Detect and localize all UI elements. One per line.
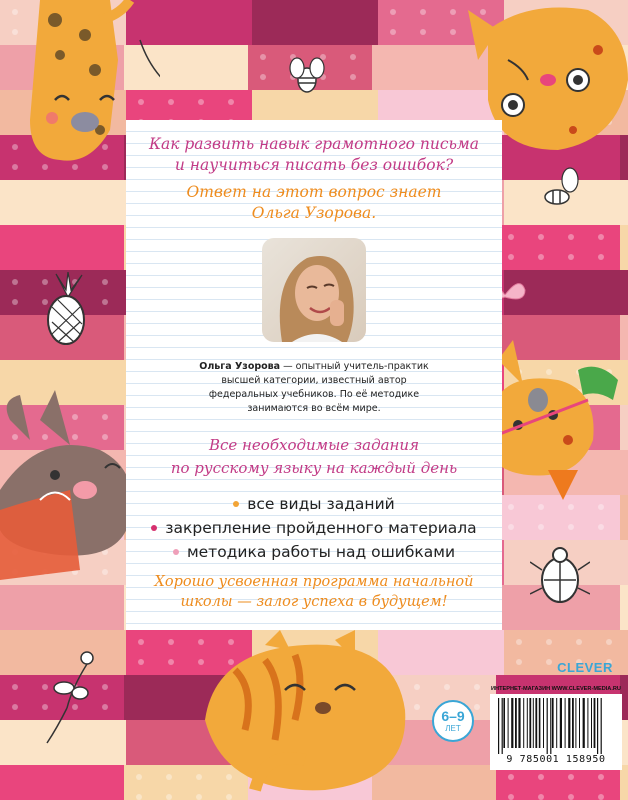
closing-line-1: Хорошо усвоенная программа начальной (154, 574, 474, 590)
bullet-dot-icon (233, 501, 239, 507)
question-heading (126, 134, 502, 176)
answer-line-2: Ольга Узорова. (251, 204, 377, 222)
age-range: 6–9 (441, 708, 465, 724)
closing-line-2: школы — залог успеха в будущем! (180, 594, 448, 610)
answer-text (126, 182, 502, 224)
question-line-1: Как развить навык грамотного письма (148, 135, 480, 153)
feature-list (126, 492, 502, 564)
sleeping-striped-cat-illustration (195, 630, 410, 800)
bio-line-2: высшей категории, известный автор (221, 375, 407, 386)
feature-text: методика работы над ошибками (186, 543, 456, 561)
age-unit: ЛЕТ (445, 724, 461, 733)
beetle-icon (530, 540, 590, 610)
barcode (490, 694, 622, 770)
bio-line-3: федеральных учебников. По её методике (208, 389, 420, 400)
bullet-dot-icon (151, 525, 157, 531)
answer-line-1: Ответ на этот вопрос знает (186, 183, 442, 201)
barcode-bars (496, 698, 616, 754)
bullet-dot-icon (173, 549, 179, 555)
flower-and-mouse-icon (42, 648, 112, 748)
content-panel (126, 120, 502, 630)
barcode-number: 9 785001 158950 (506, 754, 606, 765)
list-item (126, 516, 502, 540)
bee-icon (282, 50, 332, 100)
author-bio (132, 360, 496, 416)
pineapple-icon (38, 272, 98, 347)
list-item (126, 492, 502, 516)
bio-line-1: — опытный учитель-практик (280, 361, 429, 372)
list-item (126, 540, 502, 564)
tasks-heading (126, 434, 502, 480)
feature-text: все виды заданий (247, 495, 395, 513)
feature-text: закрепление пройденного материала (165, 519, 477, 537)
shop-url: ИНТЕРНЕТ-МАГАЗИН WWW.CLEVER-MEDIA.RU (491, 686, 621, 692)
question-line-2: и научиться писать без ошибок? (174, 156, 454, 174)
closing-text (126, 572, 502, 612)
bio-line-4: занимаются во всём мире. (247, 403, 381, 414)
publisher-logo: CLEVER (557, 660, 613, 675)
tasks-heading-line-1: Все необходимые задания (208, 436, 419, 454)
bee-icon (535, 165, 590, 215)
age-badge (432, 700, 474, 742)
author-photo (262, 238, 366, 342)
gray-cat-illustration-left (0, 390, 140, 580)
author-name: Ольга Узорова (199, 361, 281, 372)
tasks-heading-line-2: по русскому языку на каждый день (170, 459, 458, 477)
